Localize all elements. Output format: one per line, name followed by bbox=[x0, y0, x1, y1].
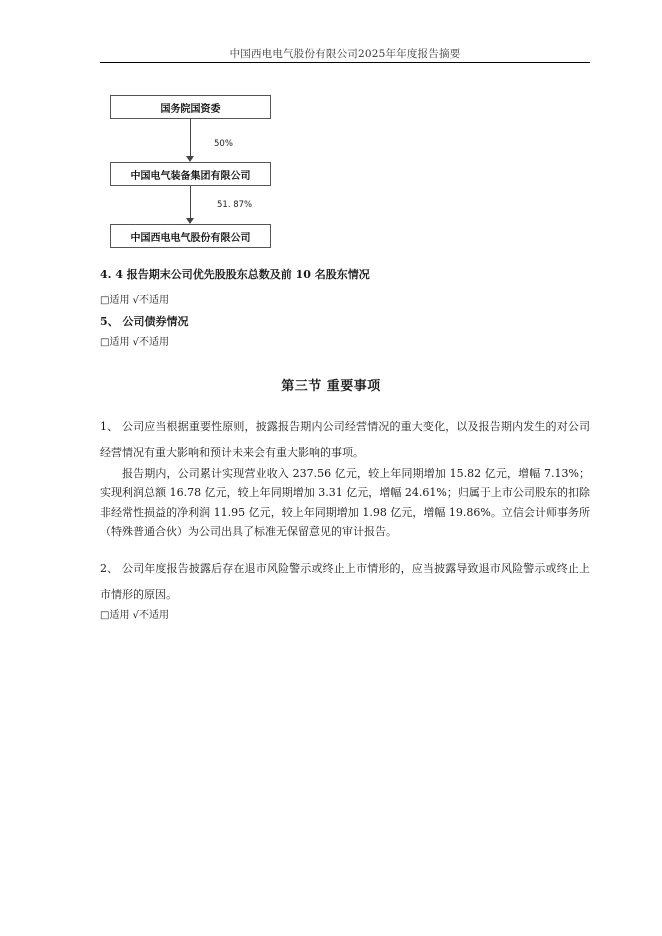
connector-line-1 bbox=[190, 119, 191, 157]
item-2-text: 2、 公司年度报告披露后存在退市风险警示或终止上市情形的，应当披露导致退市风险警示或终止上市情形的原因。 bbox=[100, 562, 590, 601]
group-company-box: 中国电气装备集团有限公司 bbox=[110, 162, 271, 186]
section-5-heading: 5、 公司债券情况 bbox=[100, 315, 189, 328]
item-1-detail: 报告期内，公司累计实现营业收入 237.56 亿元，较上年同期增加 15.82 亿元，增幅 7.13%；实现利润总额 16.78 亿元，较上年同期增加 3.31 亿元，增幅 24.61%；归属于上市公司股东的扣除非经常性损益的净利润 11.95 亿元，较上年同期增加 1.98 亿元，增幅 19.86%。立信会计师事务所（特殊普通合伙）为公司出具了标准无保留意见的审计报告。 bbox=[100, 467, 590, 538]
section-5-applicability: □适用 √不适用 bbox=[100, 337, 169, 348]
header-rule bbox=[100, 62, 590, 63]
holding-percent-2: 51. 87% bbox=[217, 200, 253, 210]
item-1-text: 1、 公司应当根据重要性原则，披露报告期内公司经营情况的重大变化，以及报告期内发生的对公司经营情况有重大影响和预计未来会有重大影响的事项。 bbox=[100, 420, 590, 459]
holding-percent-1: 50% bbox=[214, 139, 233, 149]
section-4-4-applicability: □适用 √不适用 bbox=[100, 295, 169, 306]
item-2-applicability: □适用 √不适用 bbox=[100, 610, 169, 621]
page-header: 中国西电电气股份有限公司2025年年度报告摘要 bbox=[229, 48, 461, 60]
sasac-box: 国务院国资委 bbox=[110, 95, 271, 119]
chapter-title: 第三节 重要事项 bbox=[281, 379, 381, 394]
section-4-4-heading: 4. 4 报告期末公司优先股股东总数及前 10 名股东情况 bbox=[100, 268, 370, 281]
connector-line-2 bbox=[190, 186, 191, 219]
listed-company-box: 中国西电电气股份有限公司 bbox=[110, 224, 271, 248]
